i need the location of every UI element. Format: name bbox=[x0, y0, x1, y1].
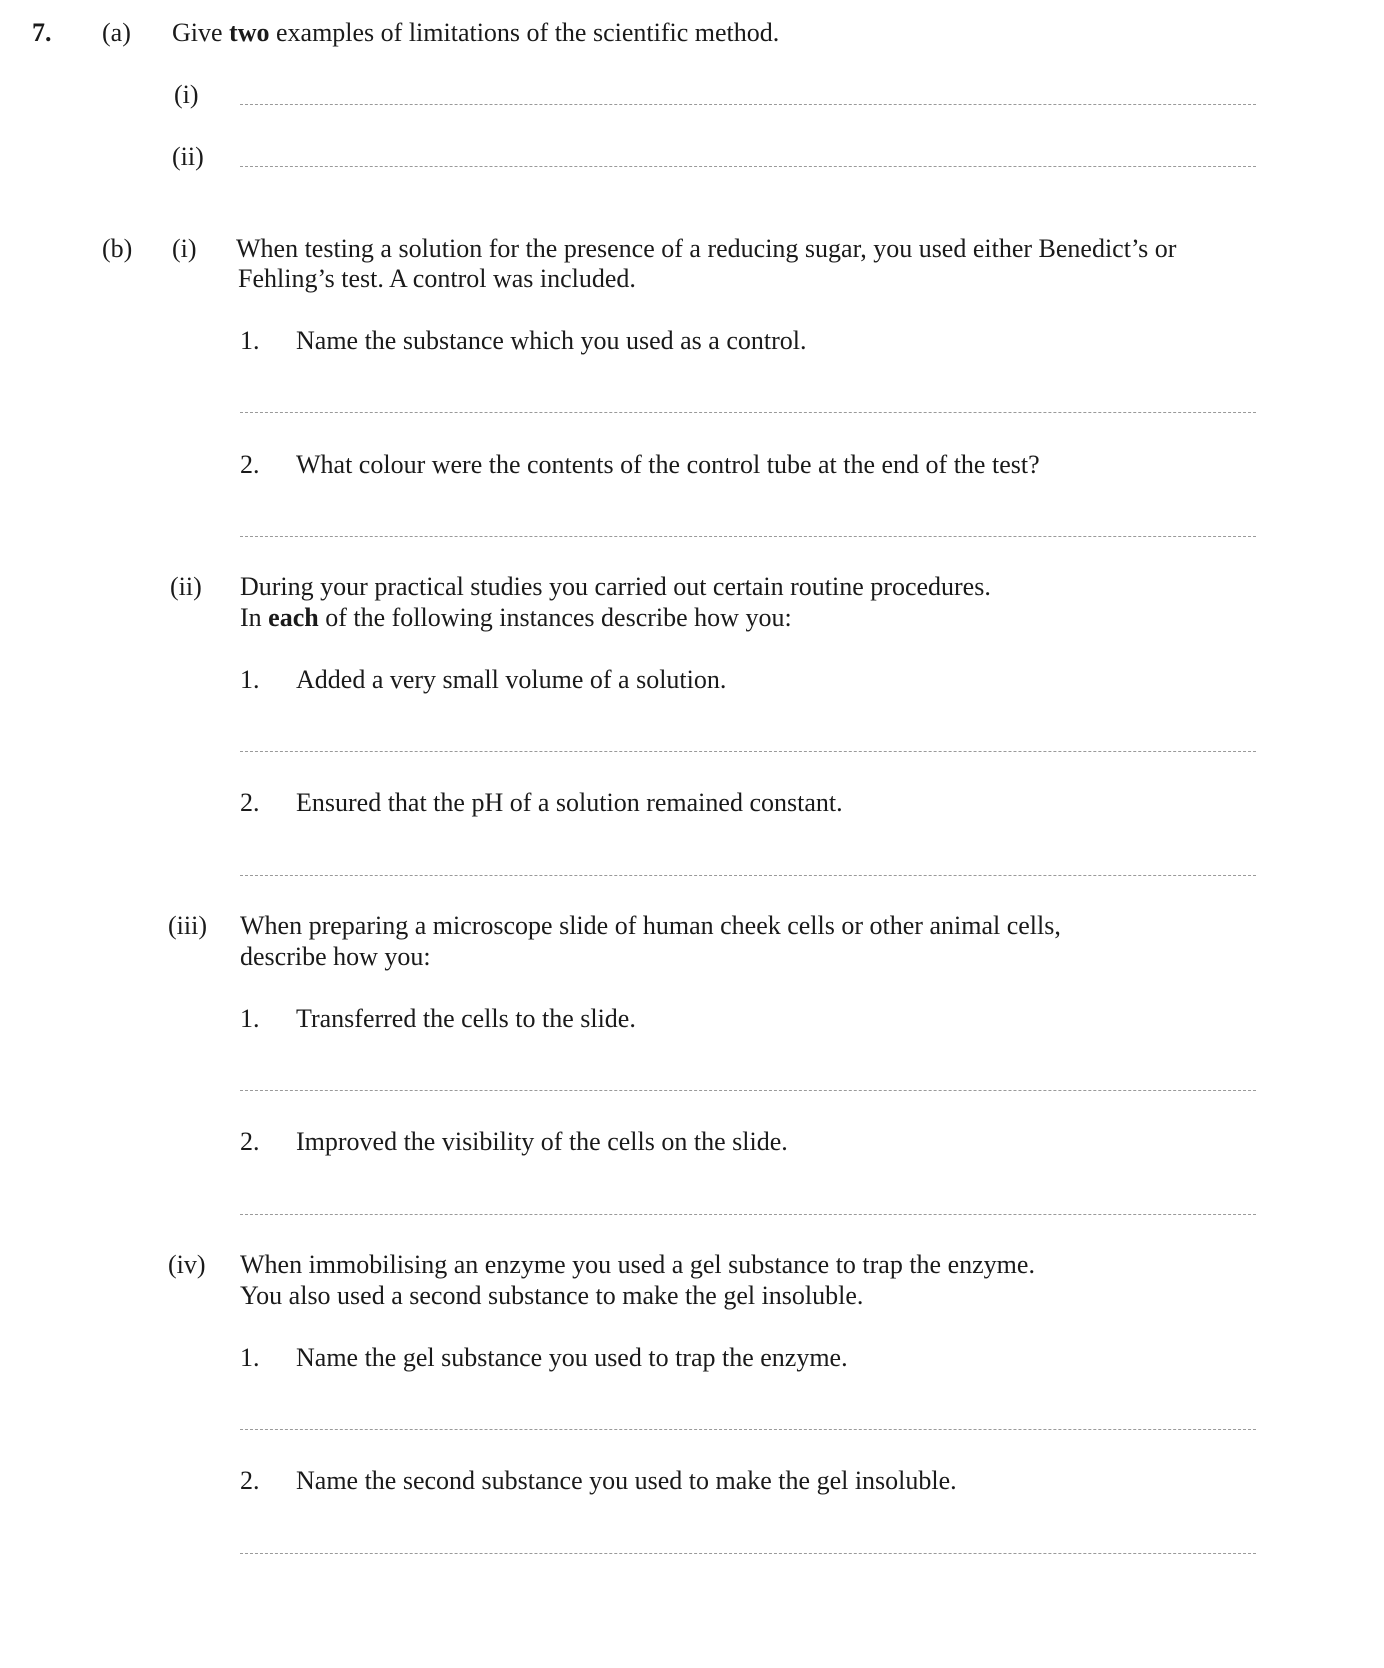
part-b-iii-line2: describe how you: bbox=[240, 942, 431, 971]
answer-line-b-i-1[interactable] bbox=[240, 412, 1256, 413]
answer-line-b-ii-1[interactable] bbox=[240, 751, 1256, 752]
part-b-iv-line1: When immobilising an enzyme you used a gel substance to trap the enzyme. bbox=[240, 1250, 1035, 1279]
answer-line-b-iii-2[interactable] bbox=[240, 1214, 1256, 1215]
part-b-i-line2: Fehling’s test. A control was included. bbox=[238, 264, 636, 293]
part-b-iv-line2: You also used a second substance to make the gel insoluble. bbox=[240, 1281, 864, 1310]
part-a-prompt bbox=[172, 20, 779, 46]
part-b-iv-q1-text: Name the gel substance you used to trap the enzyme. bbox=[296, 1343, 848, 1372]
part-b-ii-line2-post: of the following instances describe how you: bbox=[318, 603, 792, 632]
part-b-iv-q2-text: Name the second substance you used to make the gel insoluble. bbox=[296, 1466, 957, 1495]
part-b-iv-q2-number: 2. bbox=[240, 1466, 260, 1495]
part-b-iii-label: (iii) bbox=[168, 911, 207, 940]
part-b-ii-q1-number: 1. bbox=[240, 665, 260, 694]
part-b-iii-q2-number: 2. bbox=[240, 1127, 260, 1156]
part-b-iii-line1: When preparing a microscope slide of human cheek cells or other animal cells, bbox=[240, 911, 1061, 940]
part-b-ii-q1-text: Added a very small volume of a solution. bbox=[296, 665, 727, 694]
part-b-i-line1: When testing a solution for the presence of a reducing sugar, you used either Benedict’s or bbox=[236, 234, 1177, 263]
answer-line-b-iii-1[interactable] bbox=[240, 1090, 1256, 1091]
part-b-ii-line1: During your practical studies you carried out certain routine procedures. bbox=[240, 572, 991, 601]
part-b-iii-q1-text: Transferred the cells to the slide. bbox=[296, 1004, 636, 1033]
part-a-prompt-bold: two bbox=[229, 18, 270, 47]
part-b-ii-line2-pre: In bbox=[240, 603, 269, 632]
part-b-ii-line2 bbox=[240, 605, 792, 631]
part-b-ii-label: (ii) bbox=[170, 572, 202, 601]
part-a-prompt-pre: Give bbox=[172, 18, 230, 47]
part-b-i-label: (i) bbox=[172, 234, 197, 263]
answer-line-b-ii-2[interactable] bbox=[240, 875, 1256, 876]
answer-line-a-i[interactable] bbox=[240, 104, 1256, 105]
part-a-sub-i-label: (i) bbox=[174, 80, 199, 109]
answer-line-b-iv-1[interactable] bbox=[240, 1429, 1256, 1430]
part-b-i-q1-text: Name the substance which you used as a control. bbox=[296, 326, 807, 355]
part-a-sub-ii-label: (ii) bbox=[172, 142, 204, 171]
part-b-i-q1-number: 1. bbox=[240, 326, 260, 355]
part-b-iv-q1-number: 1. bbox=[240, 1343, 260, 1372]
part-b-ii-q2-number: 2. bbox=[240, 788, 260, 817]
part-b-iii-q2-text: Improved the visibility of the cells on the slide. bbox=[296, 1127, 788, 1156]
part-b-i-q2-text: What colour were the contents of the control tube at the end of the test? bbox=[296, 450, 1040, 479]
answer-line-a-ii[interactable] bbox=[240, 166, 1256, 167]
part-b-ii-q2-text: Ensured that the pH of a solution remained constant. bbox=[296, 788, 843, 817]
part-b-iv-label: (iv) bbox=[168, 1250, 206, 1279]
part-b-iii-q1-number: 1. bbox=[240, 1004, 260, 1033]
part-a-label: (a) bbox=[102, 18, 131, 47]
part-b-i-q2-number: 2. bbox=[240, 450, 260, 479]
part-b-label: (b) bbox=[102, 234, 133, 263]
answer-line-b-i-2[interactable] bbox=[240, 536, 1256, 537]
question-number: 7. bbox=[32, 18, 52, 47]
part-a-prompt-post: examples of limitations of the scientific method. bbox=[269, 18, 780, 47]
part-b-ii-line2-bold: each bbox=[268, 603, 319, 632]
answer-line-b-iv-2[interactable] bbox=[240, 1553, 1256, 1554]
